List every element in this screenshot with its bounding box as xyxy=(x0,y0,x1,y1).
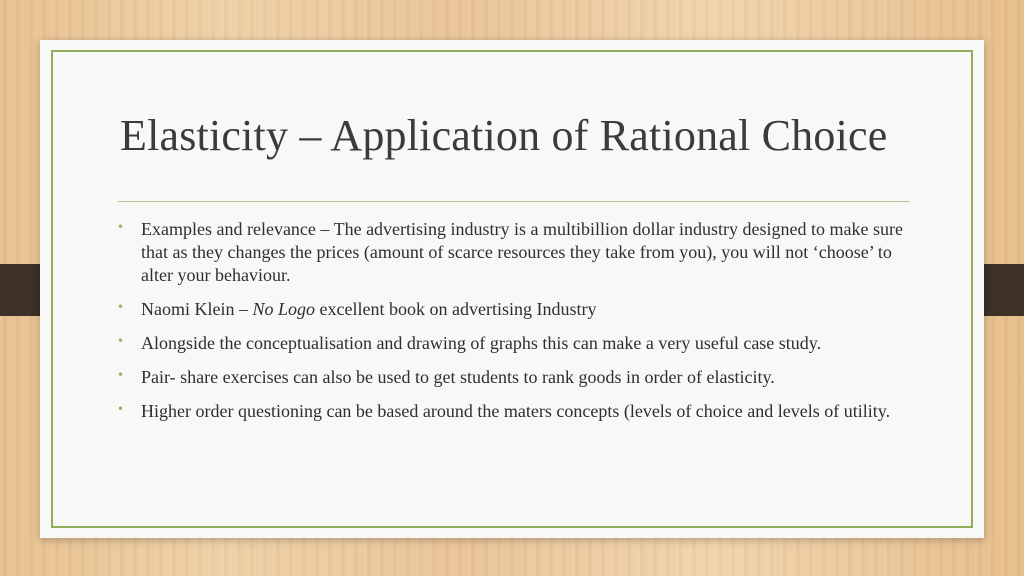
bullet-text-suffix: excellent book on advertising Industry xyxy=(315,299,597,319)
bullet-icon: • xyxy=(118,220,123,235)
slide-title: Elasticity – Application of Rational Choice xyxy=(120,111,888,160)
bullet-text: Higher order questioning can be based around the maters concepts (levels of choice and levels of utility. xyxy=(141,401,891,421)
bullet-icon: • xyxy=(118,402,123,417)
bullet-text: Pair- share exercises can also be used to get students to rank goods in order of elasticity. xyxy=(141,367,775,387)
book-title: No Logo xyxy=(252,299,316,319)
bullet-item xyxy=(118,298,918,321)
bullet-icon: • xyxy=(118,368,123,383)
title-divider xyxy=(118,201,910,202)
bullet-text: Examples and relevance – The advertising industry is a multibillion dollar industry designed to make sure that as they changes the prices (amount of scarce resources they take from you), you will not ‘choose’ to alter your behaviour. xyxy=(141,219,903,285)
bullet-item xyxy=(118,332,918,355)
bullet-item xyxy=(118,218,918,287)
bullet-text: Alongside the conceptualisation and drawing of graphs this can make a very useful case study. xyxy=(141,333,822,353)
bullet-list xyxy=(118,218,918,434)
bullet-icon: • xyxy=(118,334,123,349)
bullet-item xyxy=(118,400,918,423)
slide-card xyxy=(40,40,984,538)
bullet-icon: • xyxy=(118,300,123,315)
bullet-item xyxy=(118,366,918,389)
bullet-text-prefix: Naomi Klein – xyxy=(141,299,253,319)
